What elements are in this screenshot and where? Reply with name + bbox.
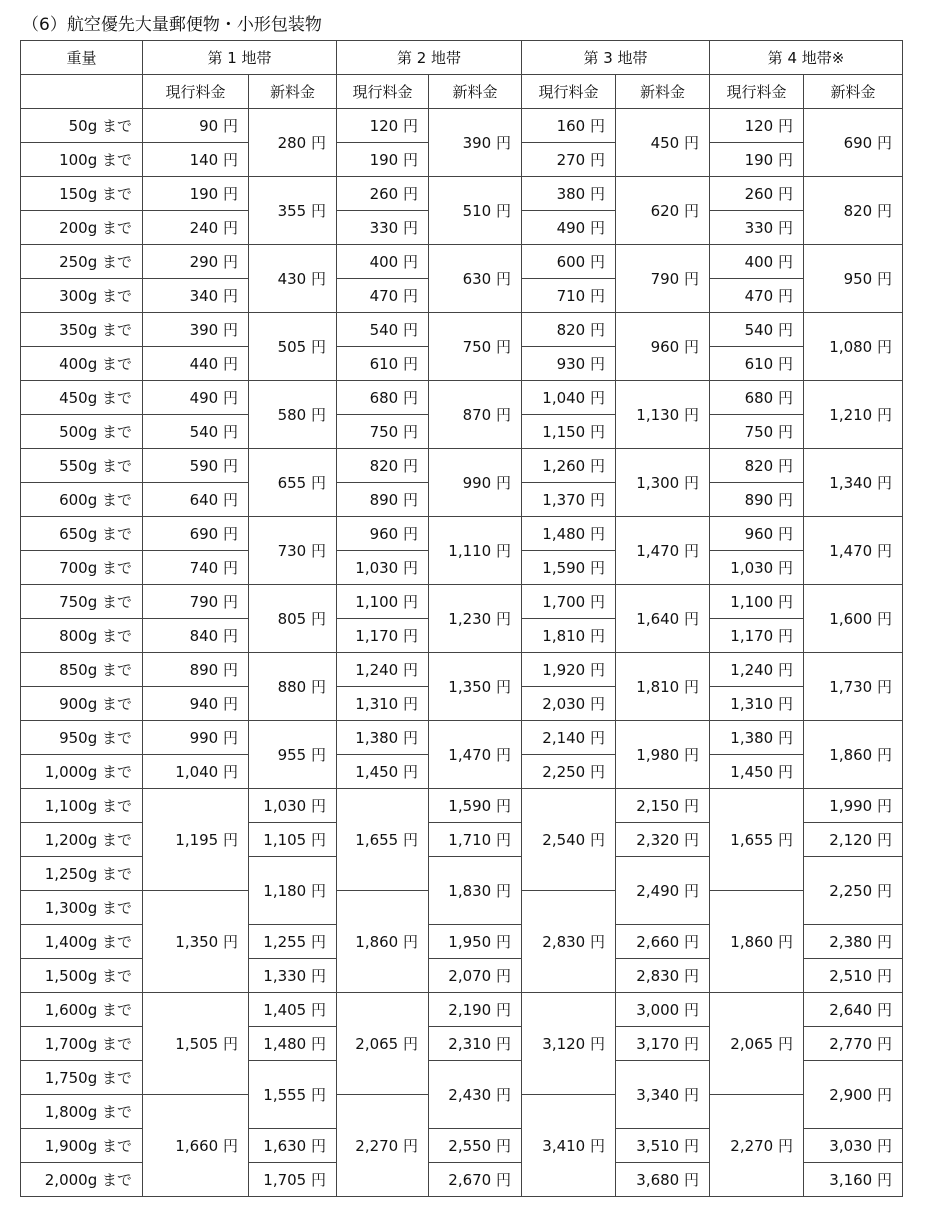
zone-3-current-rate: 1,810 円 xyxy=(522,619,616,653)
zone-2-new-rate: 2,430 円 xyxy=(429,1061,522,1129)
rate-table xyxy=(20,40,903,1197)
zone-4-current-rate: 890 円 xyxy=(710,483,804,517)
zone-3-current-rate: 2,250 円 xyxy=(522,755,616,789)
zone-2-header: 第 2 地帯 xyxy=(337,41,522,75)
zone-4-current-rate: 1,030 円 xyxy=(710,551,804,585)
weight-cell: 650g まで xyxy=(21,517,143,551)
zone-1-current-rate: 490 円 xyxy=(143,381,249,415)
zone-4-current-rate: 330 円 xyxy=(710,211,804,245)
zone-3-new-rate: 1,470 円 xyxy=(616,517,710,585)
zone-3-current-rate: 1,590 円 xyxy=(522,551,616,585)
zone-2-new-header: 新料金 xyxy=(429,75,522,109)
zone-1-current-rate: 790 円 xyxy=(143,585,249,619)
zone-1-current-rate: 740 円 xyxy=(143,551,249,585)
weight-cell: 850g まで xyxy=(21,653,143,687)
zone-2-new-rate: 2,550 円 xyxy=(429,1129,522,1163)
weight-cell: 150g まで xyxy=(21,177,143,211)
zone-4-new-rate: 1,860 円 xyxy=(804,721,903,789)
zone-2-new-rate: 1,230 円 xyxy=(429,585,522,653)
zone-3-current-rate: 710 円 xyxy=(522,279,616,313)
zone-1-new-rate: 280 円 xyxy=(249,109,337,177)
zone-3-current-rate: 270 円 xyxy=(522,143,616,177)
table-row xyxy=(21,653,903,687)
zone-1-new-rate: 1,255 円 xyxy=(249,925,337,959)
zone-2-new-rate: 2,670 円 xyxy=(429,1163,522,1197)
weight-cell: 1,800g まで xyxy=(21,1095,143,1129)
rate-table-body xyxy=(21,109,903,1197)
weight-cell: 1,400g まで xyxy=(21,925,143,959)
weight-cell: 450g まで xyxy=(21,381,143,415)
zone-2-new-rate: 1,350 円 xyxy=(429,653,522,721)
zone-1-new-rate: 805 円 xyxy=(249,585,337,653)
zone-4-current-rate: 540 円 xyxy=(710,313,804,347)
zone-4-current-rate: 750 円 xyxy=(710,415,804,449)
weight-cell: 600g まで xyxy=(21,483,143,517)
zone-2-current-rate: 750 円 xyxy=(337,415,429,449)
zone-4-current-rate: 610 円 xyxy=(710,347,804,381)
zone-3-current-rate: 3,120 円 xyxy=(522,993,616,1095)
zone-2-current-rate: 2,270 円 xyxy=(337,1095,429,1197)
table-row xyxy=(21,993,903,1027)
zone-3-current-rate: 380 円 xyxy=(522,177,616,211)
weight-cell: 50g まで xyxy=(21,109,143,143)
zone-2-current-rate: 820 円 xyxy=(337,449,429,483)
zone-1-current-rate: 290 円 xyxy=(143,245,249,279)
zone-2-current-rate: 330 円 xyxy=(337,211,429,245)
zone-2-new-rate: 390 円 xyxy=(429,109,522,177)
zone-4-current-rate: 260 円 xyxy=(710,177,804,211)
zone-3-new-rate: 2,320 円 xyxy=(616,823,710,857)
zone-2-new-rate: 1,710 円 xyxy=(429,823,522,857)
zone-3-header: 第 3 地帯 xyxy=(522,41,710,75)
zone-2-current-rate: 540 円 xyxy=(337,313,429,347)
zone-2-new-rate: 630 円 xyxy=(429,245,522,313)
zone-1-current-rate: 640 円 xyxy=(143,483,249,517)
zone-2-new-rate: 510 円 xyxy=(429,177,522,245)
zone-4-new-rate: 2,900 円 xyxy=(804,1061,903,1129)
zone-4-current-header: 現行料金 xyxy=(710,75,804,109)
zone-3-current-rate: 1,040 円 xyxy=(522,381,616,415)
zone-4-new-rate: 2,380 円 xyxy=(804,925,903,959)
zone-4-new-rate: 1,470 円 xyxy=(804,517,903,585)
zone-3-new-rate: 1,640 円 xyxy=(616,585,710,653)
zone-4-current-rate: 1,240 円 xyxy=(710,653,804,687)
weight-header: 重量 xyxy=(21,41,143,75)
zone-4-current-rate: 1,170 円 xyxy=(710,619,804,653)
zone-1-new-rate: 1,105 円 xyxy=(249,823,337,857)
zone-3-new-rate: 2,490 円 xyxy=(616,857,710,925)
zone-3-new-rate: 3,170 円 xyxy=(616,1027,710,1061)
zone-1-current-rate: 540 円 xyxy=(143,415,249,449)
zone-3-new-rate: 620 円 xyxy=(616,177,710,245)
weight-cell: 400g まで xyxy=(21,347,143,381)
zone-1-current-rate: 890 円 xyxy=(143,653,249,687)
zone-1-new-rate: 730 円 xyxy=(249,517,337,585)
zone-4-current-rate: 680 円 xyxy=(710,381,804,415)
zone-1-new-rate: 1,405 円 xyxy=(249,993,337,1027)
zone-2-current-rate: 260 円 xyxy=(337,177,429,211)
zone-2-new-rate: 1,590 円 xyxy=(429,789,522,823)
zone-3-new-rate: 960 円 xyxy=(616,313,710,381)
zone-4-current-rate: 400 円 xyxy=(710,245,804,279)
table-row xyxy=(21,109,903,143)
zone-2-new-rate: 2,190 円 xyxy=(429,993,522,1027)
zone-3-current-rate: 490 円 xyxy=(522,211,616,245)
zone-3-current-rate: 3,410 円 xyxy=(522,1095,616,1197)
zone-3-new-rate: 3,680 円 xyxy=(616,1163,710,1197)
zone-1-current-rate: 990 円 xyxy=(143,721,249,755)
zone-1-current-rate: 240 円 xyxy=(143,211,249,245)
zone-2-current-rate: 680 円 xyxy=(337,381,429,415)
zone-2-current-rate: 1,030 円 xyxy=(337,551,429,585)
table-row xyxy=(21,721,903,755)
weight-cell: 1,500g まで xyxy=(21,959,143,993)
zone-4-current-rate: 1,860 円 xyxy=(710,891,804,993)
zone-4-current-rate: 1,310 円 xyxy=(710,687,804,721)
zone-4-current-rate: 2,065 円 xyxy=(710,993,804,1095)
zone-2-new-rate: 1,110 円 xyxy=(429,517,522,585)
weight-cell: 250g まで xyxy=(21,245,143,279)
zone-3-current-rate: 2,140 円 xyxy=(522,721,616,755)
zone-1-new-rate: 1,705 円 xyxy=(249,1163,337,1197)
zone-4-new-rate: 1,730 円 xyxy=(804,653,903,721)
zone-4-new-rate: 2,250 円 xyxy=(804,857,903,925)
zone-1-new-rate: 355 円 xyxy=(249,177,337,245)
table-row xyxy=(21,177,903,211)
zone-3-new-rate: 1,810 円 xyxy=(616,653,710,721)
zone-1-new-rate: 580 円 xyxy=(249,381,337,449)
zone-1-current-rate: 390 円 xyxy=(143,313,249,347)
zone-4-new-rate: 1,990 円 xyxy=(804,789,903,823)
zone-2-current-rate: 190 円 xyxy=(337,143,429,177)
weight-cell: 1,000g まで xyxy=(21,755,143,789)
zone-1-current-rate: 340 円 xyxy=(143,279,249,313)
zone-2-current-rate: 610 円 xyxy=(337,347,429,381)
zone-4-new-rate: 1,080 円 xyxy=(804,313,903,381)
zone-1-current-rate: 690 円 xyxy=(143,517,249,551)
zone-4-new-rate: 2,510 円 xyxy=(804,959,903,993)
weight-cell: 1,900g まで xyxy=(21,1129,143,1163)
zone-4-new-rate: 820 円 xyxy=(804,177,903,245)
zone-1-current-rate: 590 円 xyxy=(143,449,249,483)
zone-4-current-rate: 1,450 円 xyxy=(710,755,804,789)
zone-1-current-rate: 190 円 xyxy=(143,177,249,211)
zone-2-new-rate: 2,070 円 xyxy=(429,959,522,993)
zone-4-current-rate: 1,655 円 xyxy=(710,789,804,891)
zone-3-current-rate: 1,480 円 xyxy=(522,517,616,551)
zone-4-current-rate: 470 円 xyxy=(710,279,804,313)
zone-2-current-rate: 120 円 xyxy=(337,109,429,143)
zone-2-current-rate: 470 円 xyxy=(337,279,429,313)
zone-1-current-rate: 140 円 xyxy=(143,143,249,177)
zone-3-new-rate: 3,000 円 xyxy=(616,993,710,1027)
weight-cell: 1,700g まで xyxy=(21,1027,143,1061)
zone-2-current-rate: 1,450 円 xyxy=(337,755,429,789)
table-row xyxy=(21,245,903,279)
zone-3-current-rate: 1,370 円 xyxy=(522,483,616,517)
table-row xyxy=(21,381,903,415)
zone-3-current-rate: 600 円 xyxy=(522,245,616,279)
table-row xyxy=(21,789,903,823)
zone-3-new-rate: 2,660 円 xyxy=(616,925,710,959)
table-row xyxy=(21,313,903,347)
zone-1-header: 第 1 地帯 xyxy=(143,41,337,75)
zone-2-new-rate: 1,950 円 xyxy=(429,925,522,959)
zone-1-new-rate: 655 円 xyxy=(249,449,337,517)
zone-2-current-rate: 1,655 円 xyxy=(337,789,429,891)
zone-4-new-rate: 950 円 xyxy=(804,245,903,313)
weight-cell: 1,200g まで xyxy=(21,823,143,857)
weight-cell: 1,100g まで xyxy=(21,789,143,823)
zone-4-new-rate: 690 円 xyxy=(804,109,903,177)
zone-3-new-rate: 3,510 円 xyxy=(616,1129,710,1163)
zone-2-current-rate: 1,100 円 xyxy=(337,585,429,619)
zone-1-current-rate: 440 円 xyxy=(143,347,249,381)
weight-cell: 1,750g まで xyxy=(21,1061,143,1095)
zone-1-new-rate: 505 円 xyxy=(249,313,337,381)
weight-cell: 300g まで xyxy=(21,279,143,313)
zone-3-new-rate: 1,130 円 xyxy=(616,381,710,449)
header-row-rates xyxy=(21,75,903,109)
zone-1-new-rate: 1,555 円 xyxy=(249,1061,337,1129)
zone-3-current-rate: 2,540 円 xyxy=(522,789,616,891)
zone-1-current-rate: 840 円 xyxy=(143,619,249,653)
zone-4-current-rate: 960 円 xyxy=(710,517,804,551)
weight-cell: 900g まで xyxy=(21,687,143,721)
zone-4-current-rate: 2,270 円 xyxy=(710,1095,804,1197)
zone-1-current-header: 現行料金 xyxy=(143,75,249,109)
weight-cell: 100g まで xyxy=(21,143,143,177)
zone-4-new-rate: 1,210 円 xyxy=(804,381,903,449)
zone-4-new-rate: 2,640 円 xyxy=(804,993,903,1027)
zone-4-new-rate: 2,120 円 xyxy=(804,823,903,857)
weight-cell: 200g まで xyxy=(21,211,143,245)
zone-3-current-rate: 1,920 円 xyxy=(522,653,616,687)
zone-2-new-rate: 870 円 xyxy=(429,381,522,449)
table-row xyxy=(21,517,903,551)
zone-1-current-rate: 1,195 円 xyxy=(143,789,249,891)
zone-1-current-rate: 940 円 xyxy=(143,687,249,721)
zone-3-new-rate: 450 円 xyxy=(616,109,710,177)
zone-4-header: 第 4 地帯※ xyxy=(710,41,903,75)
zone-2-current-rate: 1,240 円 xyxy=(337,653,429,687)
zone-4-new-rate: 3,160 円 xyxy=(804,1163,903,1197)
zone-2-current-rate: 1,380 円 xyxy=(337,721,429,755)
zone-2-new-rate: 1,830 円 xyxy=(429,857,522,925)
zone-3-new-rate: 3,340 円 xyxy=(616,1061,710,1129)
zone-3-current-rate: 160 円 xyxy=(522,109,616,143)
zone-3-new-rate: 790 円 xyxy=(616,245,710,313)
zone-1-current-rate: 1,040 円 xyxy=(143,755,249,789)
zone-3-current-rate: 820 円 xyxy=(522,313,616,347)
zone-2-current-rate: 1,170 円 xyxy=(337,619,429,653)
page-title: （6）航空優先大量郵便物・小形包装物 xyxy=(22,15,322,35)
zone-2-new-rate: 990 円 xyxy=(429,449,522,517)
weight-cell: 700g まで xyxy=(21,551,143,585)
zone-2-new-rate: 750 円 xyxy=(429,313,522,381)
weight-cell: 350g まで xyxy=(21,313,143,347)
zone-3-new-rate: 1,980 円 xyxy=(616,721,710,789)
zone-4-current-rate: 190 円 xyxy=(710,143,804,177)
zone-2-new-rate: 1,470 円 xyxy=(429,721,522,789)
zone-1-new-rate: 1,180 円 xyxy=(249,857,337,925)
zone-1-current-rate: 1,660 円 xyxy=(143,1095,249,1197)
zone-3-new-rate: 2,830 円 xyxy=(616,959,710,993)
zone-3-current-rate: 1,260 円 xyxy=(522,449,616,483)
zone-1-new-rate: 955 円 xyxy=(249,721,337,789)
zone-1-new-rate: 880 円 xyxy=(249,653,337,721)
zone-1-new-rate: 1,330 円 xyxy=(249,959,337,993)
zone-2-current-rate: 2,065 円 xyxy=(337,993,429,1095)
zone-2-new-rate: 2,310 円 xyxy=(429,1027,522,1061)
zone-3-current-rate: 1,700 円 xyxy=(522,585,616,619)
zone-2-current-rate: 890 円 xyxy=(337,483,429,517)
zone-1-new-rate: 1,630 円 xyxy=(249,1129,337,1163)
zone-1-new-header: 新料金 xyxy=(249,75,337,109)
zone-3-new-rate: 2,150 円 xyxy=(616,789,710,823)
zone-2-current-rate: 400 円 xyxy=(337,245,429,279)
weight-cell: 550g まで xyxy=(21,449,143,483)
weight-cell: 1,300g まで xyxy=(21,891,143,925)
weight-cell: 950g まで xyxy=(21,721,143,755)
weight-cell: 500g まで xyxy=(21,415,143,449)
zone-3-new-header: 新料金 xyxy=(616,75,710,109)
zone-2-current-rate: 1,860 円 xyxy=(337,891,429,993)
weight-subheader-blank xyxy=(21,75,143,109)
zone-4-current-rate: 1,100 円 xyxy=(710,585,804,619)
zone-4-new-rate: 1,600 円 xyxy=(804,585,903,653)
weight-cell: 800g まで xyxy=(21,619,143,653)
zone-2-current-rate: 1,310 円 xyxy=(337,687,429,721)
zone-4-new-header: 新料金 xyxy=(804,75,903,109)
zone-2-current-rate: 960 円 xyxy=(337,517,429,551)
zone-3-current-header: 現行料金 xyxy=(522,75,616,109)
zone-4-new-rate: 3,030 円 xyxy=(804,1129,903,1163)
zone-4-current-rate: 120 円 xyxy=(710,109,804,143)
table-row xyxy=(21,449,903,483)
zone-1-new-rate: 1,480 円 xyxy=(249,1027,337,1061)
zone-3-current-rate: 930 円 xyxy=(522,347,616,381)
weight-cell: 750g まで xyxy=(21,585,143,619)
zone-1-new-rate: 430 円 xyxy=(249,245,337,313)
weight-cell: 2,000g まで xyxy=(21,1163,143,1197)
header-row-zones xyxy=(21,41,903,75)
zone-3-new-rate: 1,300 円 xyxy=(616,449,710,517)
zone-1-current-rate: 1,505 円 xyxy=(143,993,249,1095)
zone-4-current-rate: 1,380 円 xyxy=(710,721,804,755)
zone-2-current-header: 現行料金 xyxy=(337,75,429,109)
zone-1-current-rate: 90 円 xyxy=(143,109,249,143)
zone-1-current-rate: 1,350 円 xyxy=(143,891,249,993)
zone-1-new-rate: 1,030 円 xyxy=(249,789,337,823)
zone-3-current-rate: 2,030 円 xyxy=(522,687,616,721)
table-row xyxy=(21,585,903,619)
zone-4-new-rate: 2,770 円 xyxy=(804,1027,903,1061)
zone-3-current-rate: 2,830 円 xyxy=(522,891,616,993)
weight-cell: 1,250g まで xyxy=(21,857,143,891)
weight-cell: 1,600g まで xyxy=(21,993,143,1027)
zone-3-current-rate: 1,150 円 xyxy=(522,415,616,449)
zone-4-current-rate: 820 円 xyxy=(710,449,804,483)
zone-4-new-rate: 1,340 円 xyxy=(804,449,903,517)
